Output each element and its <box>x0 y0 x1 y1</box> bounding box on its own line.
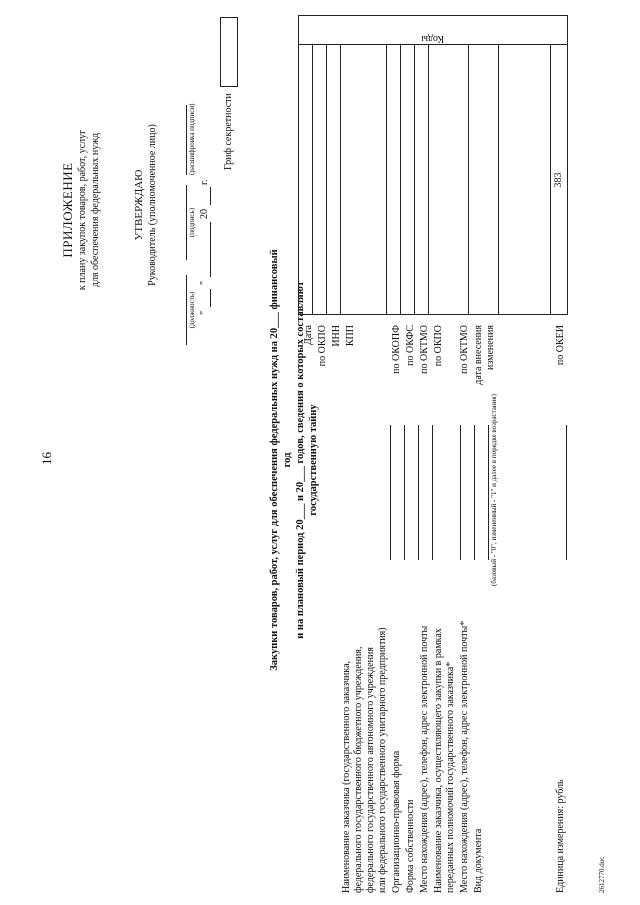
okopf-code-label: по ОКОПФ <box>391 325 402 374</box>
address-line <box>432 425 433 560</box>
ownership-label: Форма собственности <box>405 799 416 893</box>
codes-row-divider <box>340 45 341 315</box>
customer-name-line <box>390 425 391 560</box>
ownership-line <box>418 425 419 560</box>
position-label: (должность) <box>188 291 196 329</box>
heading-line-1: Закупки товаров, работ, услуг для обеспечения федеральных нужд на 20___ финансовый год <box>269 249 293 671</box>
date-year-suffix: г. <box>199 179 210 185</box>
delegated-address-line <box>474 425 475 560</box>
approve-block <box>133 105 159 305</box>
codes-header-divider <box>298 44 568 45</box>
kpp-code-label: КПП <box>345 325 356 347</box>
signature-label: (подпись) <box>188 207 196 238</box>
customer-name-label-4: или федерального государственного унитарного предприятия) <box>377 627 388 893</box>
codes-header: Коды <box>421 33 444 44</box>
change-date-label-2: изменения <box>485 325 496 371</box>
page-number: 16 <box>39 452 54 465</box>
codes-row-divider <box>550 45 551 315</box>
codes-row-divider <box>414 45 415 315</box>
okei-code-label: по ОКЕИ <box>555 325 566 366</box>
codes-row-divider <box>386 45 387 315</box>
appendix-line-1: к плану закупок товаров, работ, услуг <box>77 129 88 291</box>
heading-line-2: и на плановый период 20___ и 20___ годов, сведения о которых составляют государственную тайну <box>295 281 319 639</box>
legal-form-label: Организационно-правовая форма <box>391 750 402 893</box>
customer-name-label-1: Наименование заказчика (государственного заказчика, <box>341 660 352 893</box>
codes-row-divider <box>400 45 401 315</box>
appendix-title: ПРИЛОЖЕНИЕ <box>60 162 75 258</box>
codes-row-divider <box>326 45 327 315</box>
unit-label: Единица измерения: рубль <box>555 779 566 893</box>
delegated-customer-label-1: Наименование заказчика, осуществляющего закупки в рамках <box>433 628 444 893</box>
customer-name-label-3: федерального государственного автономного учреждения <box>365 647 376 893</box>
document-type-note: (базовый - "0", измененный - "1" и далее в порядке возрастания) <box>490 394 498 586</box>
codes-row-divider <box>428 45 429 315</box>
legal-form-line <box>404 425 405 560</box>
decoding-label: (расшифровка подписи) <box>188 103 196 175</box>
secrecy-label: Гриф секретности <box>223 93 234 170</box>
okpo-code-label: по ОКПО <box>317 325 328 367</box>
document-type-line <box>488 425 489 560</box>
date-year-prefix: 20 <box>199 209 210 219</box>
document-type-label: Вид документа <box>473 828 484 893</box>
date-quote-open: " <box>199 310 210 315</box>
delegated-address-label: Место нахождения (адрес), телефон, адрес электронной почты* <box>459 620 470 893</box>
secrecy-box <box>220 17 238 87</box>
date-quote-close: " <box>199 280 210 285</box>
position-line <box>186 275 187 345</box>
date-year-line <box>210 187 211 205</box>
approve-subtitle: Руководитель (уполномоченное лицо) <box>147 124 158 286</box>
delegated-customer-line <box>460 425 461 560</box>
appendix-line-2: для обеспечения федеральных нужд <box>90 132 101 288</box>
footer-file-name: 2612770.doc <box>598 856 606 893</box>
oktmo-code-label: по ОКТМО <box>419 325 430 374</box>
approve-title: УТВЕРЖДАЮ <box>133 169 145 241</box>
date-day-line <box>210 289 211 307</box>
codes-table <box>298 15 568 315</box>
codes-row-divider <box>312 45 313 315</box>
codes-row-divider <box>498 45 499 315</box>
codes-row-divider <box>468 45 469 315</box>
appendix-block <box>60 105 102 315</box>
unit-line <box>566 425 567 560</box>
date-month-line <box>210 222 211 277</box>
address-label: Место нахождения (адрес), телефон, адрес электронной почты <box>419 625 430 893</box>
decoding-line <box>186 105 187 175</box>
signature-line <box>186 185 187 260</box>
okpo-delegated-code-label: по ОКПО <box>433 325 444 367</box>
inn-code-label: ИНН <box>331 325 342 347</box>
customer-name-label-2: федерального государственного бюджетного учреждения, <box>353 646 364 893</box>
okei-code-value: 383 <box>553 172 564 188</box>
oktmo-delegated-code-label: по ОКТМО <box>459 325 470 374</box>
delegated-customer-label-2: переданных полномочий государственного заказчика* <box>445 661 456 893</box>
okfs-code-label: по ОКФС <box>405 325 416 366</box>
date-code-label: Дата <box>303 325 314 345</box>
change-date-label-1: дата внесения <box>473 325 484 385</box>
